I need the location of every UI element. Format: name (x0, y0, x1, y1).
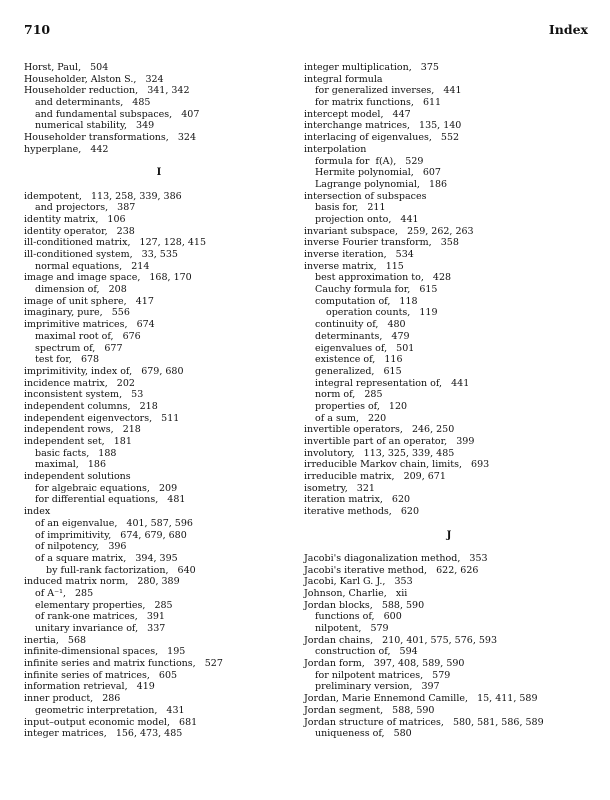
index-entry: inertia, 568 (24, 634, 87, 646)
index-entry: Householder transformations, 324 (24, 132, 197, 144)
index-entry: Jacobi's iterative method, 622, 626 (304, 564, 479, 576)
index-subentry: of imprimitivity, 674, 679, 680 (35, 529, 187, 541)
index-entry: identity operator, 238 (24, 225, 135, 237)
index-subentry: of A⁻¹, 285 (35, 587, 94, 599)
index-subentry: for differential equations, 481 (35, 494, 186, 506)
index-entry: inverse matrix, 115 (304, 260, 404, 272)
index-subentry: maximal, 186 (35, 459, 106, 471)
index-entry: iteration matrix, 620 (304, 494, 411, 506)
index-subentry: Hermite polynomial, 607 (315, 167, 441, 179)
index-entry: invariant subspace, 259, 262, 263 (304, 225, 474, 237)
index-subentry: basic facts, 188 (35, 447, 117, 459)
index-subentry: for generalized inverses, 441 (315, 85, 462, 97)
index-subentry: preliminary version, 397 (315, 681, 440, 693)
index-entry: image and image space, 168, 170 (24, 272, 192, 284)
index-subentry: integral representation of, 441 (315, 377, 470, 389)
index-subentry: and projectors, 387 (35, 202, 136, 214)
index-entry: integer matrices, 156, 473, 485 (24, 728, 183, 740)
index-entry: idempotent, 113, 258, 339, 386 (24, 190, 182, 202)
index-subentry: geometric interpretation, 431 (35, 704, 185, 716)
index-subentry: properties of, 120 (315, 400, 408, 412)
index-entry: intercept model, 447 (304, 108, 411, 120)
index-entry: invertible part of an operator, 399 (304, 436, 475, 447)
index-subentry: best approximation to, 428 (315, 272, 452, 284)
page-number: 710 (24, 22, 51, 37)
index-entry: Horst, Paul, 504 (24, 62, 109, 73)
index-entry: interchange matrices, 135, 140 (304, 120, 462, 132)
index-entry: Jordan, Marie Ennemond Camille, 15, 411, 589 (304, 693, 538, 705)
index-entry: identity matrix, 106 (24, 213, 126, 225)
index-subentry: continuity of, 480 (315, 319, 406, 331)
index-entry: index (24, 506, 51, 518)
index-entry: intersection of subspaces (304, 190, 427, 202)
index-entry: information retrieval, 419 (24, 681, 155, 693)
index-entry: inverse Fourier transform, 358 (304, 237, 459, 249)
index-entry: Jordan structure of matrices, 580, 581, 586, 589 (304, 716, 544, 728)
section-letter: I (156, 167, 162, 179)
index-subentry: and fundamental subspaces, 407 (35, 108, 200, 120)
index-entry: independent rows, 218 (24, 424, 141, 436)
index-subentry: for matrix functions, 611 (315, 97, 442, 109)
index-entry: imprimitive matrices, 674 (24, 319, 155, 331)
index-subentry: elementary properties, 285 (35, 599, 173, 611)
index-subentry: operation counts, 119 (326, 307, 438, 319)
index-subentry: maximal root of, 676 (35, 330, 141, 342)
index-entry: Jacobi's diagonalization method, 353 (304, 552, 488, 564)
index-entry: ill-conditioned system, 33, 535 (24, 249, 178, 260)
index-entry: Jordan segment, 588, 590 (304, 704, 435, 716)
index-subentry: spectrum of, 677 (35, 342, 123, 354)
index-subentry: test for, 678 (35, 354, 100, 366)
index-column-left (24, 62, 294, 740)
index-entry: image of unit sphere, 417 (24, 295, 154, 307)
index-subentry: construction of, 594 (315, 646, 418, 658)
index-subentry: Cauchy formula for, 615 (315, 284, 438, 296)
index-subentry: determinants, 479 (315, 330, 410, 342)
index-subentry: basis for, 211 (315, 202, 386, 214)
index-subentry: projection onto, 441 (315, 213, 419, 225)
index-subentry: eigenvalues of, 501 (315, 342, 415, 354)
index-subentry: of nilpotency, 396 (35, 541, 127, 553)
spacer (24, 156, 294, 168)
index-subentry: existence of, 116 (315, 354, 403, 366)
index-entry: induced matrix norm, 280, 389 (24, 576, 180, 588)
index-entry: irreducible matrix, 209, 671 (304, 471, 446, 483)
index-subentry: Lagrange polynomial, 186 (315, 178, 448, 190)
index-entry: independent set, 181 (24, 436, 132, 447)
index-subentry: functions of, 600 (315, 611, 402, 623)
index-entry: iterative methods, 620 (304, 506, 420, 518)
index-subentry: unitary invariance of, 337 (35, 623, 166, 634)
index-subentry: of a square matrix, 394, 395 (35, 552, 178, 564)
index-subentry: normal equations, 214 (35, 260, 150, 272)
page-header (24, 22, 588, 42)
index-subentry: of an eigenvalue, 401, 587, 596 (35, 517, 193, 529)
index-entry: inner product, 286 (24, 693, 121, 705)
index-entry: imaginary, pure, 556 (24, 307, 130, 319)
index-entry: Jacobi, Karl G. J., 353 (304, 576, 413, 588)
index-subentry: and determinants, 485 (35, 97, 151, 109)
index-entry: infinite-dimensional spaces, 195 (24, 646, 186, 658)
spacer (304, 541, 594, 553)
index-entry: isometry, 321 (304, 482, 375, 494)
index-subentry: uniqueness of, 580 (315, 728, 412, 740)
index-entry: inconsistent system, 53 (24, 389, 144, 401)
index-subentry: for nilpotent matrices, 579 (315, 669, 451, 681)
index-subentry: formula for f(A), 529 (315, 155, 424, 167)
spacer (304, 518, 594, 530)
spacer (24, 179, 294, 191)
index-entry: involutory, 113, 325, 339, 485 (304, 447, 455, 459)
index-subentry: of a sum, 220 (315, 412, 387, 424)
index-entry: integer multiplication, 375 (304, 62, 439, 73)
index-entry: hyperplane, 442 (24, 143, 109, 155)
index-entry: inverse iteration, 534 (304, 249, 414, 260)
index-entry: integral formula (304, 73, 383, 85)
index-subentry: computation of, 118 (315, 295, 418, 307)
index-entry: imprimitivity, index of, 679, 680 (24, 365, 184, 377)
index-entry: irreducible Markov chain, limits, 693 (304, 459, 490, 471)
index-entry: independent eigenvectors, 511 (24, 412, 180, 424)
index-subentry: numerical stability, 349 (35, 120, 155, 132)
index-entry: interlacing of eigenvalues, 552 (304, 132, 460, 144)
index-entry: input–output economic model, 681 (24, 716, 198, 728)
index-subentry: for algebraic equations, 209 (35, 482, 178, 494)
index-entry: Jordan chains, 210, 401, 575, 576, 593 (304, 634, 497, 646)
index-entry: independent solutions (24, 471, 131, 483)
index-subentry: generalized, 615 (315, 365, 402, 377)
index-entry: ill-conditioned matrix, 127, 128, 415 (24, 237, 207, 249)
index-subentry: norm of, 285 (315, 389, 383, 401)
index-entry: infinite series of matrices, 605 (24, 669, 178, 681)
index-entry: Jordan form, 397, 408, 589, 590 (304, 658, 465, 670)
index-entry: incidence matrix, 202 (24, 377, 135, 389)
index-entry: Householder, Alston S., 324 (24, 73, 164, 85)
index-entry: independent columns, 218 (24, 400, 158, 412)
index-entry: Householder reduction, 341, 342 (24, 85, 190, 97)
index-column-right (304, 62, 594, 740)
index-subentry: nilpotent, 579 (315, 623, 389, 634)
running-title: Index (548, 22, 588, 37)
section-letter: J (446, 529, 452, 541)
index-entry: infinite series and matrix functions, 527 (24, 658, 223, 670)
index-subentry: of rank-one matrices, 391 (35, 611, 165, 623)
index-entry: interpolation (304, 143, 367, 155)
index-entry: Johnson, Charlie, xii (304, 587, 408, 599)
index-subentry: by full-rank factorization, 640 (46, 564, 196, 576)
index-entry: invertible operators, 246, 250 (304, 424, 455, 436)
index-entry: Jordan blocks, 588, 590 (304, 599, 425, 611)
index-subentry: dimension of, 208 (35, 284, 127, 296)
